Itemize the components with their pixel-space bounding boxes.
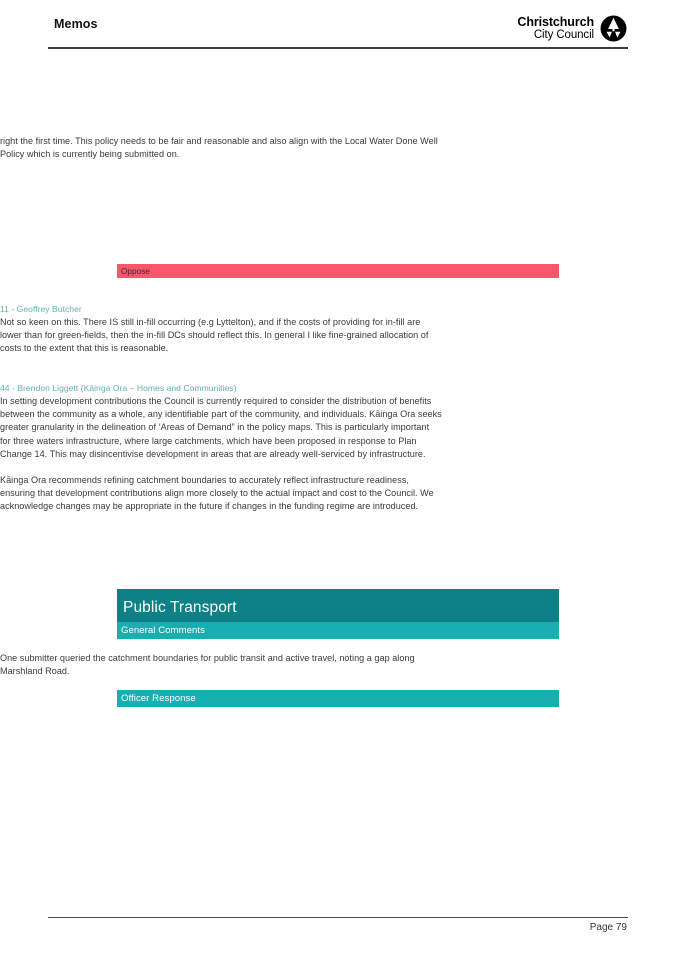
intro-paragraph: right the first time. This policy needs to be fair and reasonable and also align with the Local Water Done Well Policy which is currently being submitted on. [0,136,438,160]
sub-banner-label: General Comments [121,625,205,636]
council-logo-text [517,16,594,41]
intro-paragraph-block [0,135,442,161]
christchurch-city-council-logo-icon [600,15,627,42]
sub-banner-general-comments [117,622,559,639]
submission-paragraph: Kāinga Ora recommends refining catchment boundaries to accurately reflect infrastructure readiness, ensuring that development contributions align more closely to the actual impact and cost to the Council. We acknowledge changes may be appropriate in the future if changes in the funding regime are introduced. [0,475,434,512]
header-divider [48,47,628,49]
page-footer [0,910,675,955]
section-title: Public Transport [123,599,237,616]
submission-paragraph: In setting development contributions the Council is currently required to consider the distribution of benefits between the community as a whole, any identifiable part of the community, and individuals. Kāinga Ora seeks greater granularity in the delineation of ‘Areas of Demand” in the policy maps. This is particularly important for three waters infrastructure, where large catchments, which have been proposed in response to Plan Change 14. This may disincentivise development in areas that are already well-serviced by infrastructure. [0,396,442,459]
council-logo-line2: City Council [533,29,594,42]
footer-divider [48,917,628,918]
submitter-heading: 11 - Geoffrey Butcher [0,304,82,314]
status-badge-label: Oppose [121,266,150,276]
submission-paragraph: Not so keen on this. There IS still in-fill occurring (e.g Lyttelton), and if the costs of providing for in-fill are lower than for green-fields, then the in-fill DCs should reflect this. In general I like fine-grained allocation of costs to the extent that this is reasonable. [0,317,429,354]
submission-block-geoffrey-butcher [0,303,442,356]
sub-banner-officer-response [117,690,559,707]
status-badge-oppose [117,264,559,278]
page-header [0,0,675,52]
general-comments-block [0,652,442,678]
submitter-heading: 44 - Brendon Liggett (Kāinga Ora – Homes and Communities) [0,383,237,393]
page-header-title: Memos [54,17,98,31]
page-number: Page 79 [589,922,627,933]
general-comments-paragraph: One submitter queried the catchment boundaries for public transit and active travel, noting a gap along Marshland Road. [0,653,415,677]
council-logo-line1: Christchurch [517,14,594,29]
submission-block-brendon-liggett [0,382,442,514]
sub-banner-label: Officer Response [121,693,196,704]
council-logo [517,15,627,42]
